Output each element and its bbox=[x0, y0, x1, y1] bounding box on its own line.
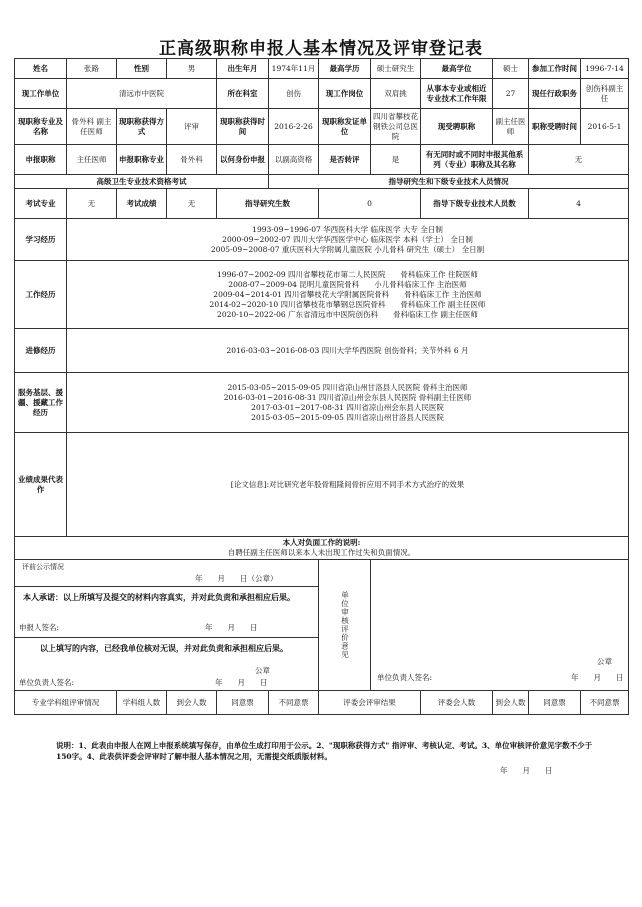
acquire-time-label: 现职称获得时间 bbox=[217, 109, 269, 145]
unit-sign-label: 单位负责人签名: bbox=[19, 678, 75, 687]
negative-statement bbox=[15, 537, 629, 560]
apply-major-value: 骨外科 bbox=[167, 145, 217, 175]
unit-opinion-label: 单位审核评价意见 bbox=[340, 591, 350, 659]
post-label: 现工作岗位 bbox=[319, 79, 371, 109]
exam-score-label: 考试成绩 bbox=[117, 189, 167, 219]
guide-section-header: 指导研究生和下级专业技术人员情况 bbox=[269, 175, 629, 189]
group-agree-label: 同意票 bbox=[217, 691, 269, 715]
exam-major-label: 考试专业 bbox=[15, 189, 67, 219]
junior-count-label: 指导下级专业技术人员数 bbox=[421, 189, 529, 219]
acquire-time-value: 2016-2-26 bbox=[269, 109, 319, 145]
apply-status-label: 以何身份申报 bbox=[217, 145, 269, 175]
publicity-label: 评前公示情况 bbox=[22, 563, 64, 571]
issuer-label: 现职称发证单位 bbox=[319, 109, 371, 145]
study-history bbox=[67, 219, 629, 261]
group-present-label: 到会人数 bbox=[167, 691, 217, 715]
applicant-sign-date: 年 月 日 bbox=[205, 623, 258, 632]
list-item: 1993-09~1996-07 华西医科大学 临床医学 大专 全日制 bbox=[252, 224, 443, 234]
hired-time-label: 职称受聘时间 bbox=[529, 109, 581, 145]
publicity-date: 年 月 日（公章） bbox=[195, 574, 278, 583]
applicant-promise: 本人承诺：以上所填写及提交的材料内容真实，并对此负责和承担相应后果。 bbox=[23, 592, 295, 602]
hired-title-label: 现受聘职称 bbox=[421, 109, 493, 145]
list-item: 2008-07~2009-04 昆明儿童医院骨科 小儿骨科临床工作 主治医师 bbox=[228, 279, 467, 289]
unit-opinion-block bbox=[371, 560, 629, 691]
unit-label: 现工作单位 bbox=[15, 79, 67, 109]
list-item: 2015-03-05~2015-09-05 四川省凉山州甘洛县人民医院 骨科主治医师 bbox=[227, 382, 468, 392]
exam-score-value: 无 bbox=[167, 189, 217, 219]
group-review-label: 专业学科组评审情况 bbox=[15, 691, 117, 715]
list-item: 1996-07~2002-09 四川省攀枝花市第二人民医院 骨科临床工作 住院医师 bbox=[217, 269, 478, 279]
unit-sign-date: 年 月 日 bbox=[215, 678, 268, 687]
committee-present-label: 到会人数 bbox=[493, 691, 529, 715]
unit-opinion-date: 年 月 日 bbox=[571, 673, 624, 682]
junior-count-value: 4 bbox=[529, 189, 629, 219]
apply-major-label: 申报职称专业 bbox=[117, 145, 167, 175]
list-item: 2020-10~2022-06 广东省清远市中医院创伤科 骨科临床工作 副主任医师 bbox=[217, 309, 478, 319]
gender-value: 男 bbox=[167, 59, 217, 79]
education-label: 最高学历 bbox=[319, 59, 371, 79]
unit-seal: 公章 bbox=[255, 666, 270, 675]
service-history bbox=[67, 373, 629, 433]
work-start-value: 1996-7-14 bbox=[581, 59, 629, 79]
post-value: 双肩挑 bbox=[371, 79, 421, 109]
other-series-value: 无 bbox=[529, 145, 629, 175]
birth-value: 1974年11月 bbox=[269, 59, 319, 79]
apply-status-value: 以副高资格 bbox=[269, 145, 319, 175]
service-label: 服务基层、援疆、援藏工作经历 bbox=[15, 373, 67, 433]
form-title: 正高级职称申报人基本情况及评审登记表 bbox=[159, 39, 483, 59]
work-start-label: 参加工作时间 bbox=[529, 59, 581, 79]
group-disagree-label: 不同意票 bbox=[269, 691, 319, 715]
committee-disagree-label: 不同意票 bbox=[581, 691, 629, 715]
unit-opinion-sign-label: 单位负责人签名: bbox=[377, 673, 433, 682]
dept-value: 创伤 bbox=[269, 79, 319, 109]
list-item: 2000-09~2002-07 四川大学华西医学中心 临床医学 本科（学士） 全日制 bbox=[222, 234, 473, 244]
hired-time-value: 2016-5-1 bbox=[581, 109, 629, 145]
advanced-study bbox=[67, 329, 629, 373]
group-count-label: 学科组人数 bbox=[117, 691, 167, 715]
list-item: 2016-03-01~2016-08-31 四川省凉山州会东县人民医院 骨科副主任医师 bbox=[223, 392, 472, 402]
list-item: 2016-03-03~2016-08-03 四川大学华西医院 创伤骨科；关节外科 6 月 bbox=[226, 345, 469, 355]
footnote: 说明：1、此表由申报人在网上申报系统填写保存，由单位生成打印用于公示。2、"现职称获得方式" 指评审、考核认定、考试。3、单位审核评价意见字数不少于150字。4、此表供评委会评审时了解申报人基本情况之用，无需提交纸质版材料。 bbox=[56, 741, 593, 761]
unit-opinion-seal: 公章 bbox=[597, 657, 612, 666]
current-title-value: 骨外科 副主任医师 bbox=[67, 109, 117, 145]
years-value: 27 bbox=[493, 79, 529, 109]
exam-section-header: 高级卫生专业技术资格考试 bbox=[15, 175, 269, 189]
grad-count-label: 指导研究生数 bbox=[217, 189, 319, 219]
other-series-label: 有无同时或不同时申报其他系列（专业）职称及其名称 bbox=[421, 145, 529, 175]
achievement-list bbox=[67, 433, 629, 537]
current-title-label: 现职称专业及名称 bbox=[15, 109, 67, 145]
name-label: 姓名 bbox=[15, 59, 67, 79]
study-history-label: 学习经历 bbox=[15, 219, 67, 261]
list-item: 2017-03-01~2017-08-31 四川省凉山州会东县人民医院 bbox=[251, 402, 444, 412]
work-history bbox=[67, 261, 629, 329]
degree-label: 最高学位 bbox=[421, 59, 493, 79]
acquire-method-value: 评审 bbox=[167, 109, 217, 145]
apply-title-label: 申报职称 bbox=[15, 145, 67, 175]
birth-label: 出生年月 bbox=[217, 59, 269, 79]
hired-title-value: 副主任医师 bbox=[493, 109, 529, 145]
applicant-signature-block bbox=[15, 560, 319, 691]
unit-opinion-label-cell bbox=[319, 560, 371, 691]
grad-count-value: 0 bbox=[319, 189, 421, 219]
education-value: 硕士研究生 bbox=[371, 59, 421, 79]
list-item: 2005-09~2008-07 重庆医科大学附属儿童医院 小儿骨科 研究生（硕士） 全日制 bbox=[210, 244, 485, 254]
registration-form bbox=[14, 58, 629, 715]
negative-text: 自聘任副主任医师以来本人未出现工作过失和负面情况。 bbox=[227, 548, 416, 557]
exam-major-value: 无 bbox=[67, 189, 117, 219]
advanced-study-label: 进修经历 bbox=[15, 329, 67, 373]
transfer-value: 是 bbox=[371, 145, 421, 175]
list-item: [论文信息]:对比研究老年股骨粗隆间骨折应用不同手术方式治疗的效果 bbox=[230, 479, 465, 489]
committee-count-label: 评委会人数 bbox=[421, 691, 493, 715]
years-label: 从事本专业或相近专业技术工作年限 bbox=[421, 79, 493, 109]
admin-value: 创伤科副主任 bbox=[581, 79, 629, 109]
acquire-method-label: 现职称获得方式 bbox=[117, 109, 167, 145]
list-item: 2014-02~2020-10 四川省攀枝花市攀钢总医院骨科 骨科临床工作 副主任医师 bbox=[209, 299, 486, 309]
degree-value: 硕士 bbox=[493, 59, 529, 79]
committee-agree-label: 同意票 bbox=[529, 691, 581, 715]
committee-review-label: 评委会评审结果 bbox=[319, 691, 421, 715]
gender-label: 性别 bbox=[117, 59, 167, 79]
work-history-label: 工作经历 bbox=[15, 261, 67, 329]
dept-label: 所在科室 bbox=[217, 79, 269, 109]
footer-date: 年 月 日 bbox=[500, 766, 553, 775]
transfer-label: 是否转评 bbox=[319, 145, 371, 175]
applicant-sign-label: 申报人签名: bbox=[19, 623, 60, 632]
unit-promise: 以上填写的内容，已经我单位核对无误，并对此负责和承担相应后果。 bbox=[40, 643, 288, 653]
list-item: 2009-04~2014-01 四川省攀枝花大学附属医院骨科 骨科临床工作 主治医师 bbox=[213, 289, 482, 299]
list-item: 2015-03-05~2015-09-05 四川省凉山州甘洛县人民医院 bbox=[251, 412, 444, 422]
admin-label: 现任行政职务 bbox=[529, 79, 581, 109]
unit-value: 清远市中医院 bbox=[67, 79, 217, 109]
issuer-value: 四川省攀枝花钢铁公司总医院 bbox=[371, 109, 421, 145]
negative-label: 本人对负面工作的说明: bbox=[282, 538, 361, 547]
name-value: 张路 bbox=[67, 59, 117, 79]
achievement-label: 业绩成果代表作 bbox=[15, 433, 67, 537]
apply-title-value: 主任医师 bbox=[67, 145, 117, 175]
